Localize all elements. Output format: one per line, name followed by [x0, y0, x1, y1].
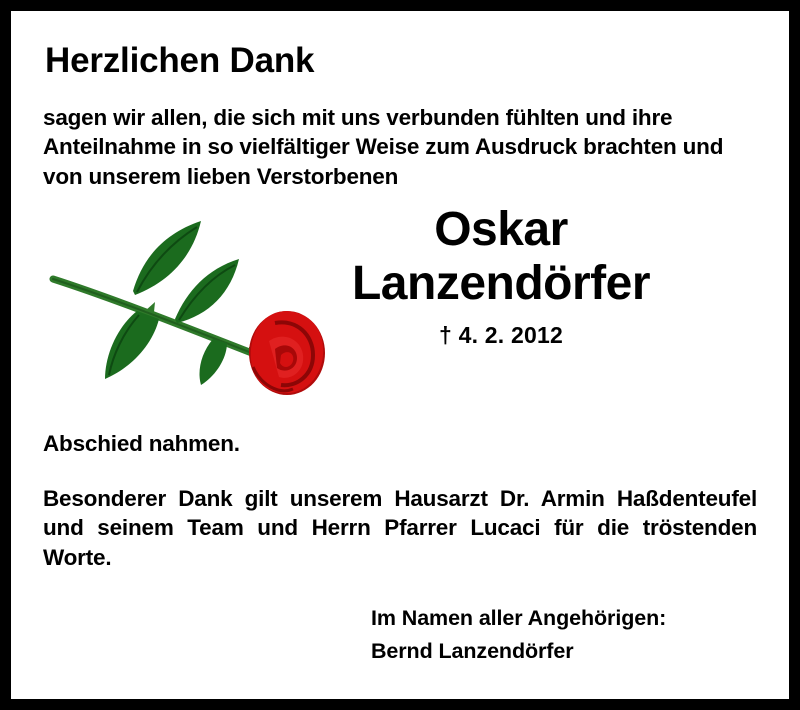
- page-title: Herzlichen Dank: [45, 41, 315, 80]
- closing-block: [371, 602, 759, 669]
- deceased-last-name: Lanzendörfer: [351, 256, 651, 310]
- deceased-name-block: [261, 203, 741, 350]
- deceased-first-name: Oskar: [434, 202, 568, 256]
- intro-paragraph: sagen wir allen, die sich mit uns verbunden fühlten und ihre Anteilnahme in so vielfältiger Weise zum Ausdruck brachten und von unserem lieben Verstorbenen: [43, 105, 724, 189]
- closing-line-signature: Bernd Lanzendörfer: [371, 639, 574, 664]
- closing-line-family: Im Namen aller Angehörigen:: [371, 605, 667, 630]
- death-date: † 4. 2. 2012: [439, 322, 563, 349]
- name-and-decoration-row: [41, 191, 759, 413]
- farewell-line: Abschied nahmen.: [43, 430, 240, 456]
- thanks-paragraph: Besonderer Dank gilt unserem Hausarzt Dr. Armin Haßdenteufel und seinem Team und Herrn Pfarrer Lucaci für die tröstenden Worte.: [43, 486, 757, 570]
